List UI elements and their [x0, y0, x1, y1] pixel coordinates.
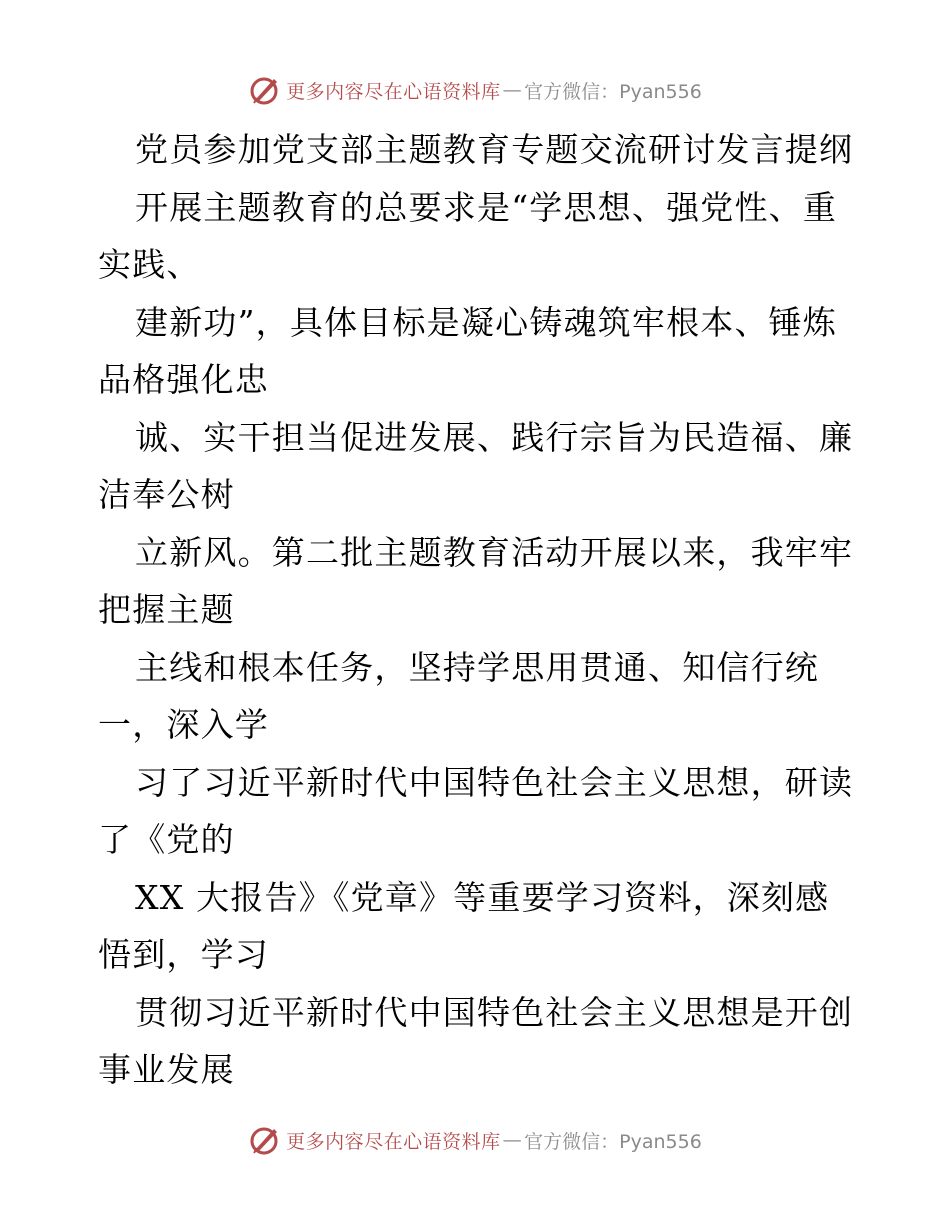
paragraph-line: 诚、实干担当促进发展、践行宗旨为民造福、廉	[135, 417, 854, 457]
paragraph-line: 把握主题	[98, 590, 235, 629]
header-banner-text: 更多内容尽在心语资料库	[286, 80, 501, 103]
header-banner	[0, 70, 950, 110]
paragraph-line: 悟到，学习	[98, 935, 269, 974]
document-title: 党员参加党支部主题教育专题交流研讨发言提纲	[135, 130, 854, 169]
paragraph-line: 了《党的	[98, 820, 235, 859]
paragraph-line: 开展主题教育的总要求是“学思想、强党性、重	[135, 187, 838, 227]
header-banner-separator: —	[502, 79, 523, 101]
paragraph-line: 实践、	[98, 245, 201, 284]
paragraph-line: 一，深入学	[98, 705, 269, 744]
paragraph-line: XX 大报告》《党章》等重要学习资料，深刻感	[135, 877, 830, 917]
paragraph-line: 立新风。第二批主题教育活动开展以来，我牢牢	[135, 532, 854, 572]
feather-pen-logo-icon	[248, 1123, 282, 1157]
footer-banner	[0, 1120, 950, 1160]
paragraph-line: 事业发展	[98, 1050, 235, 1089]
document-body	[98, 121, 858, 1099]
header-banner-wechat: 官方微信：Pyan556	[524, 80, 702, 103]
footer-banner-wechat: 官方微信：Pyan556	[524, 1130, 702, 1153]
paragraph-line: 建新功”，具体目标是凝心铸魂筑牢根本、锤炼	[135, 302, 838, 342]
footer-banner-separator: —	[502, 1129, 523, 1151]
paragraph-line: 洁奉公树	[98, 475, 235, 514]
feather-pen-logo-icon	[248, 73, 282, 107]
paragraph-line: 习了习近平新时代中国特色社会主义思想，研读	[135, 762, 854, 802]
footer-banner-text: 更多内容尽在心语资料库	[286, 1130, 501, 1153]
paragraph-line: 主线和根本任务，坚持学思用贯通、知信行统	[135, 647, 819, 687]
paragraph-line: 贯彻习近平新时代中国特色社会主义思想是开创	[135, 992, 854, 1032]
paragraph-line: 品格强化忠	[98, 360, 269, 399]
